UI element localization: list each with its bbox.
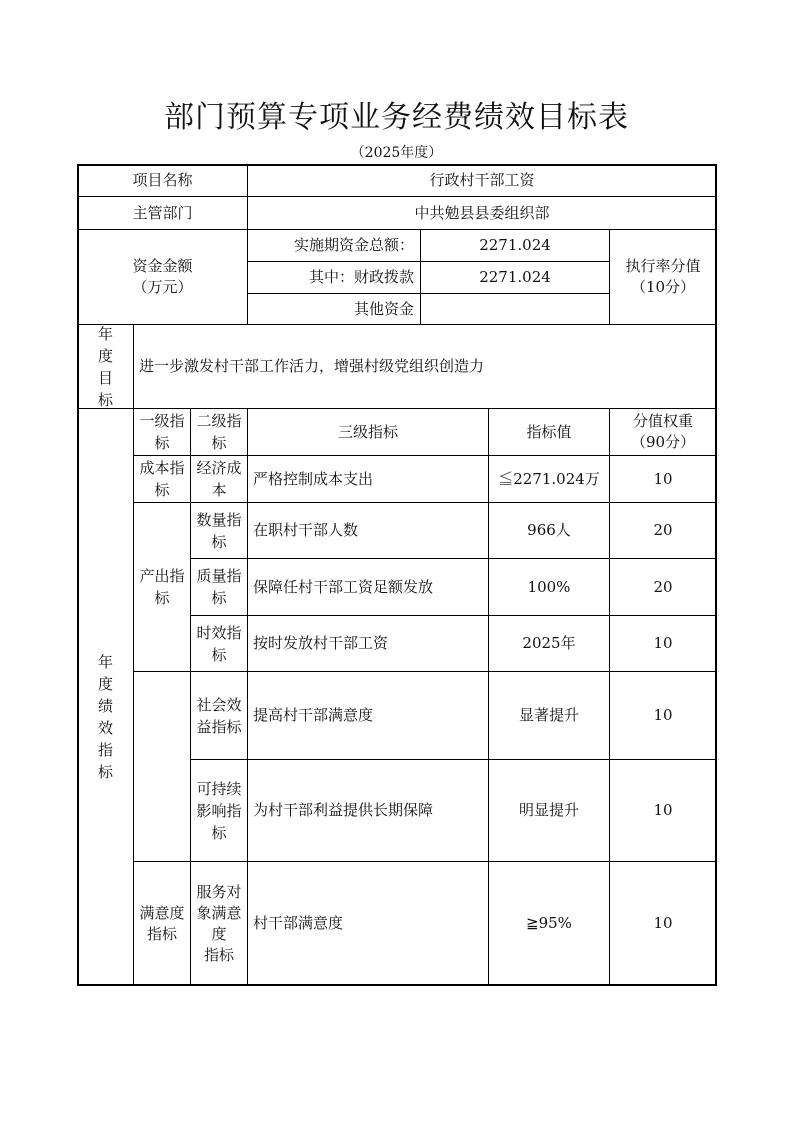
social-benefit-weight: 10 — [609, 671, 717, 760]
cost-level3: 严格控制成本支出 — [247, 455, 489, 503]
sustainable-impact-level3: 为村干部利益提供长期保障 — [247, 759, 489, 862]
timeliness-level2-text: 时效指标 — [196, 623, 242, 664]
execution-rate-score: 执行率分值 （10分） — [609, 229, 717, 325]
funds-total-value: 2271.024 — [420, 229, 610, 262]
output-level1-text: 产出指标 — [139, 567, 185, 607]
project-name-label: 项目名称 — [77, 164, 248, 197]
department-label: 主管部门 — [77, 196, 248, 230]
cost-value: ≦2271.024万 — [488, 455, 610, 503]
sustainable-impact-level2 — [190, 759, 248, 862]
sustainable-impact-level2-text: 可持续影响指标 — [196, 779, 242, 842]
header-level3: 三级指标 — [247, 408, 489, 456]
annual-goal-label — [77, 324, 134, 409]
cost-level1-text: 成本指标 — [139, 459, 185, 499]
year-caption: （2025年度） — [350, 145, 443, 161]
quantity-value: 966人 — [488, 502, 610, 559]
satisfaction-value: ≧95% — [488, 861, 610, 986]
timeliness-level2 — [190, 615, 248, 672]
department-value: 中共勉县县委组织部 — [247, 196, 717, 230]
sustainable-impact-value: 明显提升 — [488, 759, 610, 862]
annual-goal-value: 进一步激发村干部工作活力，增强村级党组织创造力 — [133, 324, 717, 409]
quantity-level2-text: 数量指标 — [196, 510, 242, 551]
satisfaction-level3: 村干部满意度 — [247, 861, 489, 986]
header-value: 指标值 — [488, 408, 610, 456]
funds-other-value — [420, 293, 610, 325]
cost-level1 — [133, 455, 191, 503]
cost-level2 — [190, 455, 248, 503]
social-benefit-level2-text: 社会效益指标 — [196, 695, 242, 736]
header-weight: 分值权重 （90分） — [609, 408, 717, 456]
quality-level3: 保障任村干部工资足额发放 — [247, 558, 489, 616]
satisfaction-level2: 服务对象满意度 指标 — [190, 861, 248, 986]
header-level1 — [133, 408, 191, 456]
header-level2-text: 二级指标 — [196, 412, 242, 452]
performance-indicators-label — [77, 408, 134, 986]
project-name-value: 行政村干部工资 — [247, 164, 717, 197]
sustainable-impact-weight: 10 — [609, 759, 717, 862]
annual-goal-label-text: 年度目标 — [98, 324, 114, 409]
funds-label: 资金金额 （万元） — [77, 229, 248, 325]
quantity-level3: 在职村干部人数 — [247, 502, 489, 559]
quality-value: 100% — [488, 558, 610, 616]
satisfaction-level1: 满意度 指标 — [133, 861, 191, 986]
page-title: 部门预算专项业务经费绩效目标表 — [164, 100, 629, 135]
quality-level2 — [190, 558, 248, 616]
social-benefit-level2 — [190, 671, 248, 760]
quality-level2-text: 质量指标 — [196, 567, 242, 607]
timeliness-value: 2025年 — [488, 615, 610, 672]
benefit-level1 — [133, 671, 191, 862]
funds-other-label: 其他资金 — [247, 293, 421, 325]
funds-fiscal-value: 2271.024 — [420, 261, 610, 294]
funds-fiscal-label: 其中：财政拨款 — [247, 261, 421, 294]
header-level1-text: 一级指标 — [139, 412, 185, 452]
cost-level2-text: 经济成本 — [196, 459, 242, 499]
output-level1 — [133, 502, 191, 672]
timeliness-weight: 10 — [609, 615, 717, 672]
quantity-level2 — [190, 502, 248, 559]
social-benefit-value: 显著提升 — [488, 671, 610, 760]
performance-indicators-label-text: 年度绩效指标 — [98, 653, 114, 781]
header-level2 — [190, 408, 248, 456]
quantity-weight: 20 — [609, 502, 717, 559]
satisfaction-weight: 10 — [609, 861, 717, 986]
cost-weight: 10 — [609, 455, 717, 503]
social-benefit-level3: 提高村干部满意度 — [247, 671, 489, 760]
timeliness-level3: 按时发放村干部工资 — [247, 615, 489, 672]
funds-total-label: 实施期资金总额： — [247, 229, 421, 262]
quality-weight: 20 — [609, 558, 717, 616]
